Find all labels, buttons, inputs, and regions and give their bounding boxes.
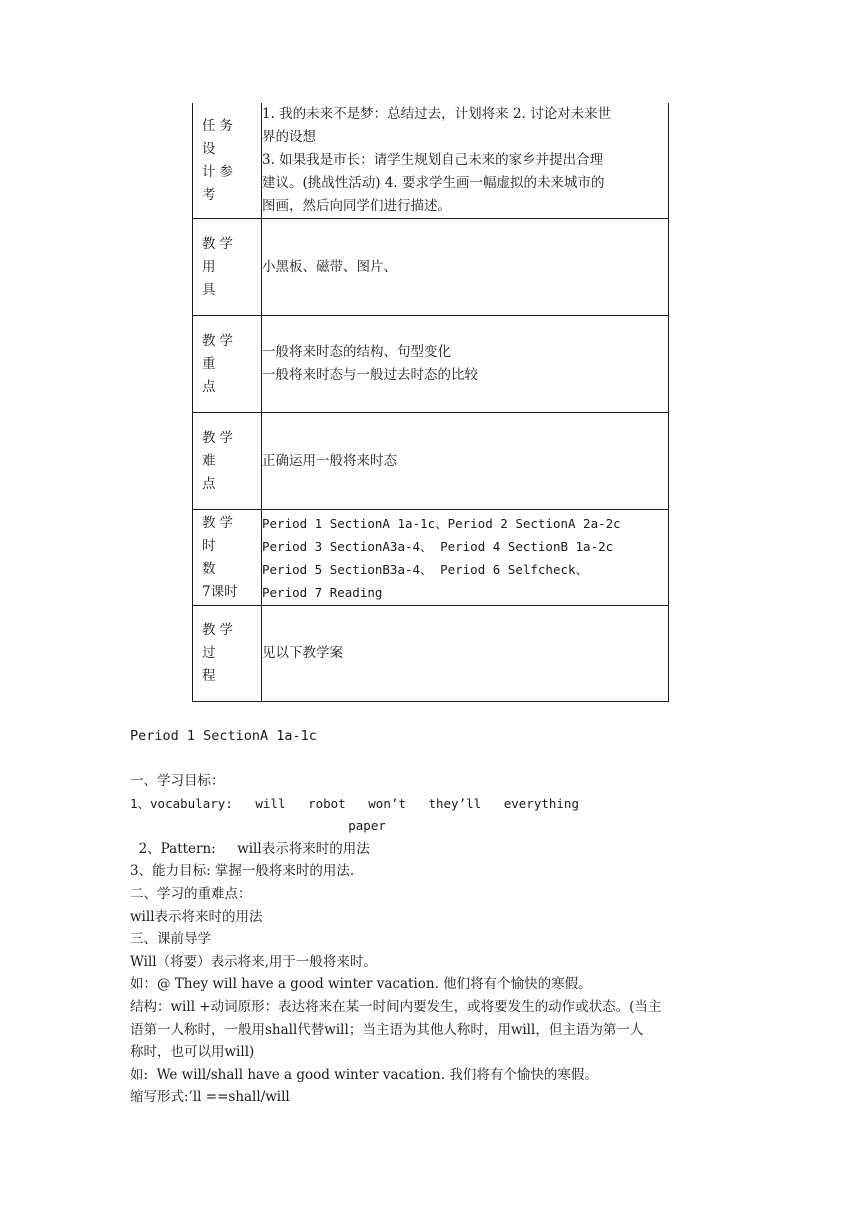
body-line: 二、学习的重难点： [130,885,252,902]
table-row [193,219,669,316]
row-label-line: 教学用 [202,235,237,275]
row-label-line: 数 [202,560,220,577]
period-heading [130,725,750,748]
body-line: 如: We will/shall have a good winter vacation. 我们将有个愉快的寒假。 [130,1066,598,1083]
period-heading-text: Period 1 SectionA 1a-1c [130,728,317,744]
body-line: 三、课前导学 [130,931,211,948]
row-content-key-points [262,316,669,413]
row-content-line: 界的设想 [262,129,316,145]
row-content-difficulties [262,413,669,510]
row-content-line: Period 5 SectionB3a-4、 Period 6 Selfcheck、 [262,561,589,577]
row-label-difficulties [193,413,262,510]
row-label-line: 计参考 [202,163,237,203]
table-row [193,316,669,413]
body-line: 一、学习目标： [130,773,225,789]
row-content-line: 一般将来时态与一般过去时态的比较 [262,367,478,383]
row-content-line: 小黑板、磁带、图片、 [262,258,397,275]
row-content-line: 建议。(挑战性活动) 4. 要求学生画一幅虚拟的未来城市的 [262,175,605,191]
table-row [193,510,669,606]
row-label-task-design [193,103,262,219]
body-line: 称时，也可以用will) [130,1044,255,1061]
row-label-line: 教学重 [202,332,237,372]
lesson-plan-table [192,103,669,702]
row-content-teaching-process [262,606,669,702]
row-content-teaching-tools [262,219,669,316]
body-line: 缩写形式:’ll ==shall/will [130,1089,290,1106]
row-label-line: 点 [202,378,220,395]
row-label-teaching-tools [193,219,262,316]
row-content-line: Period 1 SectionA 1a-1c、Period 2 SectionA 2a-2c [262,515,621,531]
body-line: 如：@ They will have a good winter vacation. 他们将有个愉快的寒假。 [130,976,592,993]
row-content-class-hours [262,510,669,606]
table-row [193,606,669,702]
row-label-key-points [193,316,262,413]
body-line: 3、能力目标: 掌握一般将来时的用法. [130,863,355,880]
row-label-class-hours [193,510,262,606]
row-content-line: Period 3 SectionA3a-4、 Period 4 SectionB 1a-2c [262,538,614,554]
row-label-teaching-process [193,606,262,702]
body-line: will表示将来时的用法 [130,908,263,925]
row-label-line: 点 [202,475,220,492]
row-label-line: 教学时 [202,514,237,554]
table-row [193,413,669,510]
row-content-line: Period 7 Reading [262,584,383,600]
row-content-line: 正确运用一般将来时态 [262,452,397,469]
row-label-line: 教学难 [202,429,237,469]
row-content-line: 3. 如果我是市长：请学生规划自己未来的家乡并提出合理 [262,152,604,168]
lesson-body [130,770,750,1109]
row-content-line: 见以下教学案 [262,645,343,661]
body-line: paper [130,818,386,834]
row-content-line: 1. 我的未来不是梦：总结过去，计划将来 2. 讨论对未来世 [262,106,612,122]
row-content-task-design [262,103,669,219]
body-line: Will（将要）表示将来,用于一般将来时。 [130,953,377,970]
row-label-line: 具 [202,281,220,298]
table-row [193,103,669,219]
row-content-line: 图画，然后向同学们进行描述。 [262,198,451,214]
row-content-line: 一般将来时态的结构、句型变化 [262,344,451,360]
row-label-line: 程 [202,668,220,684]
row-label-line: 7课时 [202,583,238,600]
body-line: 语第一人称时，一般用shall代替will；当主语为其他人称时，用will，但主语为第一人 [130,1021,644,1038]
body-line: 1、vocabulary: will robot won’t they’ll everything [130,795,579,811]
row-label-line: 任务设 [202,117,237,157]
body-line: 结构：will +动词原形：表达将来在某一时间内要发生，或将要发生的动作或状态。(当主 [130,998,662,1015]
row-label-line: 教学过 [202,622,237,661]
body-line: 2、Pattern: will表示将来时的用法 [130,840,370,857]
